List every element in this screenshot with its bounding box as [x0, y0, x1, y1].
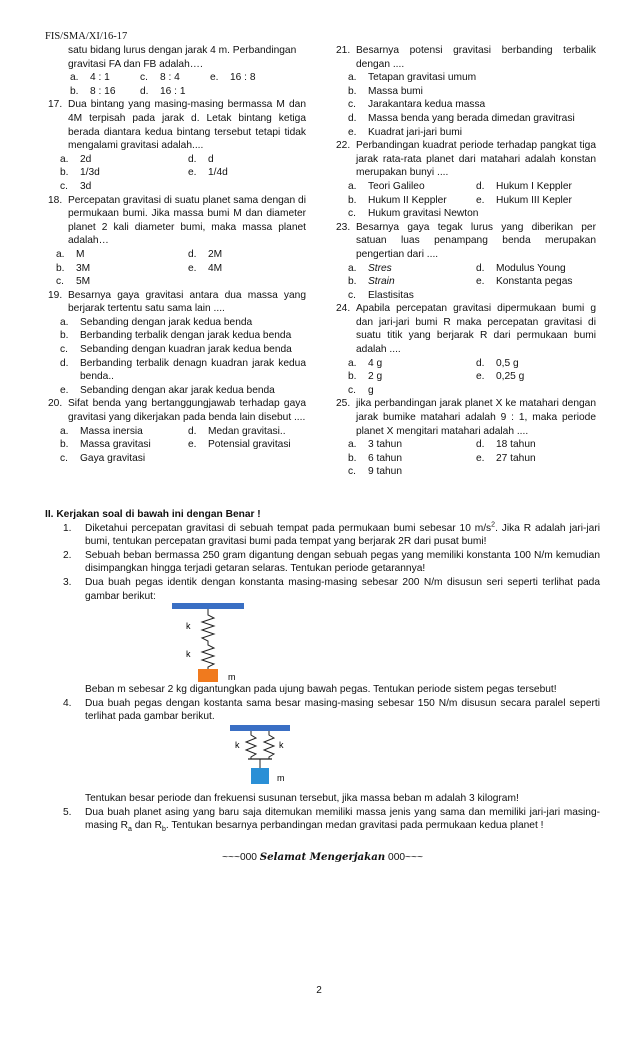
q18-options: a. M d. 2M b. 3M e. 4M c. 5M	[56, 248, 223, 288]
mass-label: m	[228, 672, 236, 683]
essay-2: 2. Sebuah beban bermassa 250 gram digantung dengan sebuah pegas yang memiliki konstanta 100 N/m kemudian disimpangkan hingga terjadi getaran selaras. Tentukan periode getarannya!	[63, 549, 600, 575]
question-23: 23. Besarnya gaya tegak lurus yang diberikan per satuan luas penampang benda merupakan pengertian dari ....	[336, 221, 596, 260]
ceiling-bar	[230, 725, 290, 731]
essay-1: 1. Diketahui percepatan gravitasi di sebuah tempat pada permukaan bumi sebesar 10 $m/s^2$. Jika R adalah jari-jari bumi, tentukan percepatan gravitasi bumi pada tempat yang berjarak 2R dari pusat bumi!	[63, 521, 601, 548]
q16-options: a. 4 : 1 c. 8 : 4 e. 16 : 8 b. 8 : 16 d. 16 : 1	[70, 72, 256, 97]
question-19: 19. Besarnya gaya gravitasi antara dua massa yang berjarak tertentu satu sama lain ....	[48, 289, 306, 315]
mass-label: m	[277, 772, 285, 783]
spring-left	[246, 731, 256, 759]
question-25: 25. jika perbandingan jarak planet X ke matahari dengan jarak bumike matahari adalah 9 : 1, maka periode planet X mengitari matahari adalah ....	[336, 398, 596, 437]
q22-options: a. Teori Galileo d. Hukum I Keppler b. Hukum II Keppler e. Hukum III Kepler c. Hukum gravitasi Newton	[348, 180, 572, 220]
q20-options: a. Massa inersia d. Medan gravitasi.. b. Massa gravitasi e. Potensial gravitasi c. Gaya gravitasi	[60, 425, 291, 464]
ceiling-bar	[172, 603, 244, 609]
q17-options: a. 2d d. d b. 1/3d e. 1/4d c. 3d	[60, 153, 228, 192]
question-22: 22. Perbandingan kuadrat periode terhadap pangkat tiga jarak rata-rata planet dari matahari adalah konstan merupakan bunyi ....	[336, 140, 596, 179]
question-24: 24. Apabila percepatan gravitasi dipermukaan bumi g dan jari-jari bumi R maka percepatan gravitasi di suatu titik yang berjarak R dari permukaan bumi adalah ....	[336, 303, 596, 356]
q19-options: a. Sebanding dengan jarak kedua benda b. Berbanding terbalik dengan jarak kedua benda c. Sebanding dengan kuadran jarak kedua benda d. Berbanding terbalik denagn kuadran jarak kedua benda.. e. Sebanding dengan akar jarak kedua benda	[60, 316, 306, 396]
question-20: 20. Sifat benda yang bertanggungjawab terhadap gaya gravitasi yang dikerjakan pada benda lain disebut ....	[48, 398, 306, 424]
closing-line: ~~~000 Selamat Mengerjakan 000~~~	[222, 850, 423, 863]
question-18: 18. Percepatan gravitasi di suatu planet sama dengan di permukaan bumi. Jika massa bumi M dan diameter planet 2 kali diameter bumi, maka massa planet adalah…	[48, 194, 306, 247]
question-21: 21. Besarnya potensi gravitasi berbanding terbalik dengan ....	[336, 45, 596, 70]
section-title: II. Kerjakan soal di bawah ini dengan Benar !	[45, 509, 261, 520]
mass-block	[198, 669, 218, 682]
spring-k-label-bottom: k	[186, 649, 191, 660]
series-spring-diagram	[170, 601, 290, 683]
parallel-spring-figure	[45, 724, 600, 792]
spring-k-label-left: k	[235, 739, 240, 750]
essay-4: 4. Dua buah pegas dengan kostanta sama besar masing-masing sebesar 150 N/m disusun secara paralel seperti terlihat pada gambar berikut.	[63, 697, 600, 723]
essay-3: 3. Dua buah pegas identik dengan konstanta masing-masing sebesar 200 N/m disusun seri seperti terlihat pada gambar berikut:	[63, 576, 600, 602]
question-17: 17. Dua bintang yang masing-masing bermassa M dan 4M terpisah pada jarak d. Letak bintang ketiga berada diantara kedua bintang tersebut tetapi tidak mengalami gravitasi adalah....	[48, 99, 306, 152]
q24-options: a. 4 g d. 0,5 g b. 2 g e. 0,25 g c. g	[348, 357, 525, 396]
spring-k-label-top: k	[186, 621, 191, 632]
q16-continuation: satu bidang lurus dengan jarak 4 m. Perbandingan gravitasi FA dan FB adalah….	[68, 45, 297, 70]
spring-k-label-right: k	[279, 739, 284, 750]
essay-3-after: Beban m sebesar 2 kg digantungkan pada ujung bawah pegas. Tentukan periode sistem pegas tersebut!	[85, 684, 557, 696]
spring-series	[202, 609, 214, 669]
document-header: FIS/SMA/XI/16-17	[45, 31, 128, 42]
q25-options: a. 3 tahun d. 18 tahun b. 6 tahun e. 27 tahun c. 9 tahun	[348, 439, 536, 478]
spring-right	[264, 731, 274, 759]
mass-block	[251, 768, 269, 784]
essay-4-after: Tentukan besar periode dan frekuensi susunan tersebut, jika massa beban m adalah 3 kilogram!	[85, 792, 519, 804]
right-column	[336, 44, 596, 479]
essay-section	[45, 508, 600, 864]
left-column	[48, 44, 306, 465]
parallel-spring-diagram	[215, 724, 315, 790]
q21-options: a. Tetapan gravitasi umum b. Massa bumi c. Jarakantara kedua massa d. Massa benda yang berada dimedan gravitrasi e. Kuadrat jari-jari bumi	[348, 72, 575, 138]
page-number: 2	[316, 985, 322, 996]
q23-options: a. Stres d. Modulus Young b. Strain e. Konstanta pegas c. Elastisitas	[348, 262, 573, 301]
essay-5: 5. Dua buah planet asing yang baru saja ditemukan memiliki massa jenis yang sama dan memiliki jari-jari masing-masing $R_a$ dan $R_b$. Tentukan besarnya perbandingan medan gravitasi pada permukaan kedua planet !	[63, 806, 600, 834]
series-spring-figure	[45, 603, 600, 683]
